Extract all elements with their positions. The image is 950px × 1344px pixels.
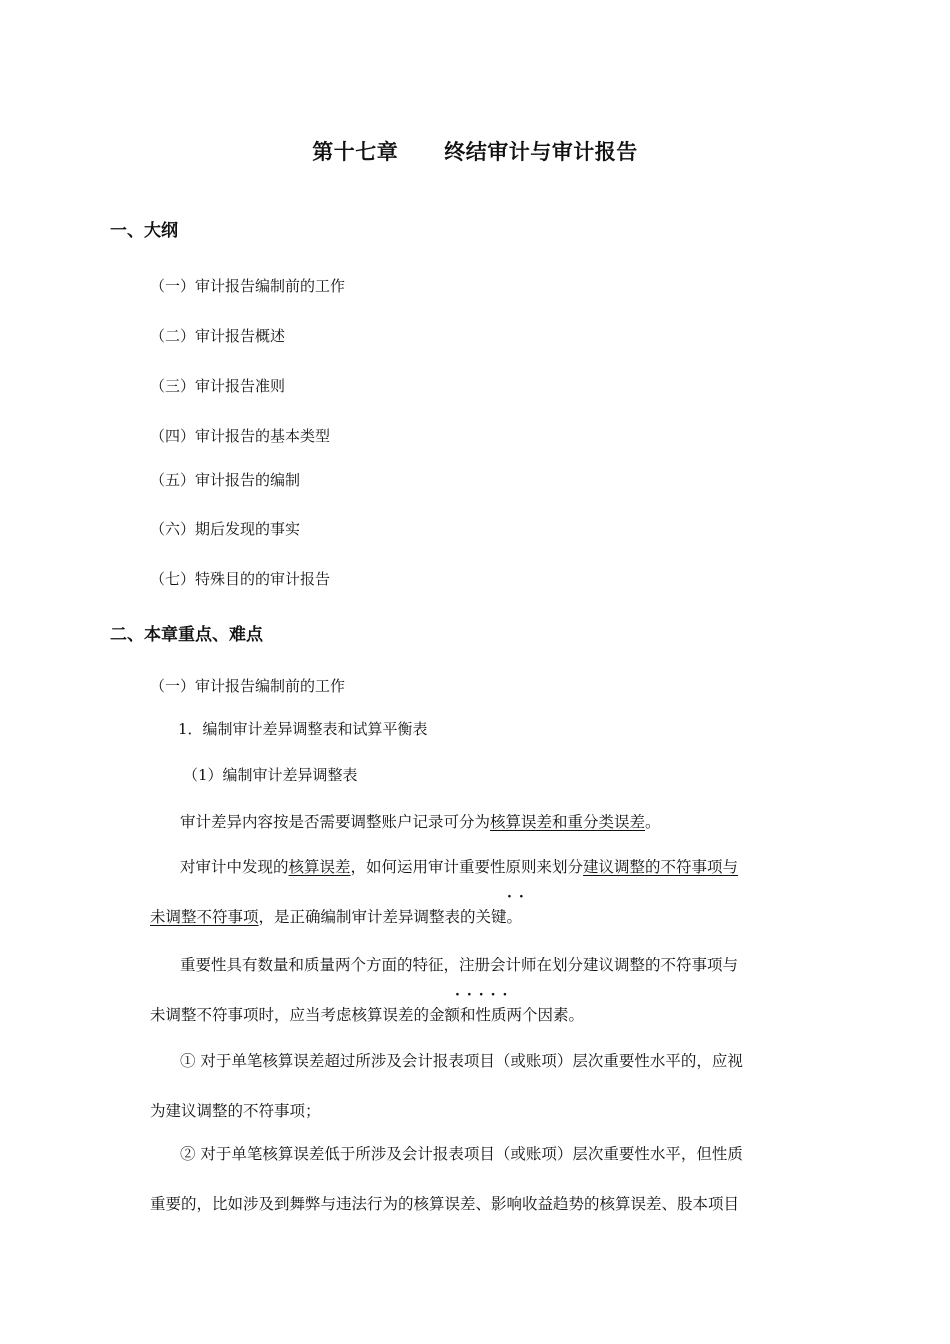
paragraph-3-line-2: 未调整不符事项时，应当考虑核算误差的金额和性质两个因素。 xyxy=(150,1006,585,1024)
outline-item-4: （四）审计报告的基本类型 xyxy=(150,427,331,445)
emphasized-term: 金额和性质 xyxy=(429,1006,507,1024)
underlined-term: 未调整不符事项 xyxy=(150,908,259,926)
outline-item-2: （二）审计报告概述 xyxy=(150,327,286,345)
item-heading: （1）编制审计差异调整表 xyxy=(183,766,358,784)
paragraph-4-line-2: 为建议调整的不符事项； xyxy=(150,1102,321,1120)
section-heading-outline: 一、大纲 xyxy=(110,221,178,241)
outline-item-1: （一）审计报告编制前的工作 xyxy=(150,277,346,295)
page-title xyxy=(0,136,950,166)
outline-item-6: （六）期后发现的事实 xyxy=(150,520,301,538)
paragraph-2-line-2: 未调整不符事项，是正确编制审计差异调整表的关键。 xyxy=(150,908,523,926)
emphasis-dots: ·· xyxy=(507,889,531,905)
paragraph-2-line-1: 对审计中发现的核算误差，如何运用审计重要性原则来划分建议调整的不符事项与 xyxy=(180,858,739,876)
section-heading-key-points: 二、本章重点、难点 xyxy=(110,625,263,645)
underlined-term: 核算误差 xyxy=(288,858,351,876)
chapter-number: 第十七章 xyxy=(312,140,399,164)
chapter-name: 终结审计与审计报告 xyxy=(444,140,638,164)
underlined-term: 建议调整的不符事项与 xyxy=(583,858,739,876)
paragraph-4-line-1: ① 对于单笔核算误差超过所涉及会计报表项目（或账项）层次重要性水平的，应视 xyxy=(180,1052,743,1070)
paragraph-3-line-1: 重要性具有数量和质量两个方面的特征，注册会计师在划分建议调整的不符事项与 xyxy=(180,956,739,974)
emphasis-dots: ····· xyxy=(455,987,515,1003)
outline-item-7: （七）特殊目的的审计报告 xyxy=(150,570,331,588)
subsection-heading: （一）审计报告编制前的工作 xyxy=(150,677,346,695)
paragraph-1: 审计差异内容按是否需要调整账户记录可分为核算误差和重分类误差。 xyxy=(180,813,661,831)
outline-item-3: （三）审计报告准则 xyxy=(150,377,286,395)
subsubsection-heading: 1．编制审计差异调整表和试算平衡表 xyxy=(178,720,428,738)
paragraph-5-line-2: 重要的，比如涉及到舞弊与违法行为的核算误差、影响收益趋势的核算误差、股本项目 xyxy=(150,1195,740,1213)
underlined-term: 核算误差和重分类误差 xyxy=(490,813,646,831)
paragraph-5-line-1: ② 对于单笔核算误差低于所涉及会计报表项目（或账项）层次重要性水平，但性质 xyxy=(180,1145,743,1163)
emphasized-term: 关键 xyxy=(475,908,507,926)
outline-item-5: （五）审计报告的编制 xyxy=(150,471,301,489)
